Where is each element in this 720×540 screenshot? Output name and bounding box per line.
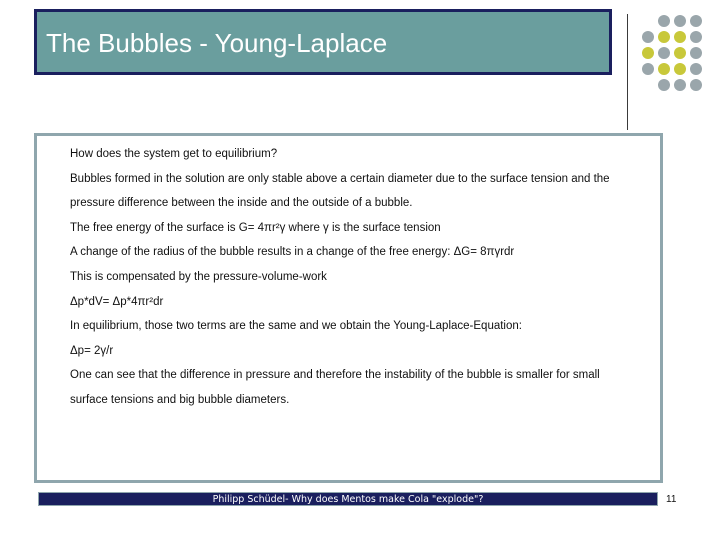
text-line: Δp= 2γ/r <box>70 344 114 357</box>
slide-title: The Bubbles - Young-Laplace <box>46 28 388 58</box>
text-line: pressure difference between the inside and the outside of a bubble. <box>70 197 413 210</box>
footer-text: Philipp Schüdel- Why does Mentos make Cola "explode"? <box>212 494 484 505</box>
decorative-dot <box>642 47 654 59</box>
text-line: surface tensions and big bubble diameters. <box>70 393 290 406</box>
text-line: This is compensated by the pressure-volume-work <box>70 270 327 283</box>
decorative-dot <box>642 63 654 75</box>
text-line: The free energy of the surface is G= 4πr²γ where γ is the surface tension <box>70 221 441 234</box>
decorative-dot <box>690 79 702 91</box>
text-lines <box>70 147 610 418</box>
decorative-dot <box>658 79 670 91</box>
decorative-dot <box>674 63 686 75</box>
text-line: A change of the radius of the bubble results in a change of the free energy: ΔG= 8πγrdr <box>70 246 515 259</box>
decorative-dot <box>674 15 686 27</box>
text-line: Δp*dV= Δp*4πr²dr <box>70 295 164 308</box>
decorative-dot <box>690 47 702 59</box>
footer-bar <box>38 492 658 506</box>
page-number: 11 <box>666 494 677 505</box>
text-line: Bubbles formed in the solution are only stable above a certain diameter due to the surface tension and the <box>70 172 610 185</box>
decorative-dot <box>690 31 702 43</box>
decorative-dot <box>658 15 670 27</box>
text-line: How does the system get to equilibrium? <box>70 148 278 160</box>
decorative-dot <box>674 31 686 43</box>
decorative-dot <box>674 79 686 91</box>
decorative-dot <box>642 31 654 43</box>
decorative-dot <box>674 47 686 59</box>
text-line: One can see that the difference in pressure and therefore the instability of the bubble is smaller for small <box>70 369 600 382</box>
decorative-dot <box>690 63 702 75</box>
text-line: In equilibrium, those two terms are the same and we obtain the Young-Laplace-Equation: <box>70 320 522 333</box>
decorative-vertical-line <box>627 14 628 130</box>
decorative-dot <box>690 15 702 27</box>
decorative-dot <box>658 63 670 75</box>
title-bar <box>34 9 612 75</box>
decorative-dot <box>658 47 670 59</box>
content-box <box>34 133 663 483</box>
decorative-dot <box>658 31 670 43</box>
